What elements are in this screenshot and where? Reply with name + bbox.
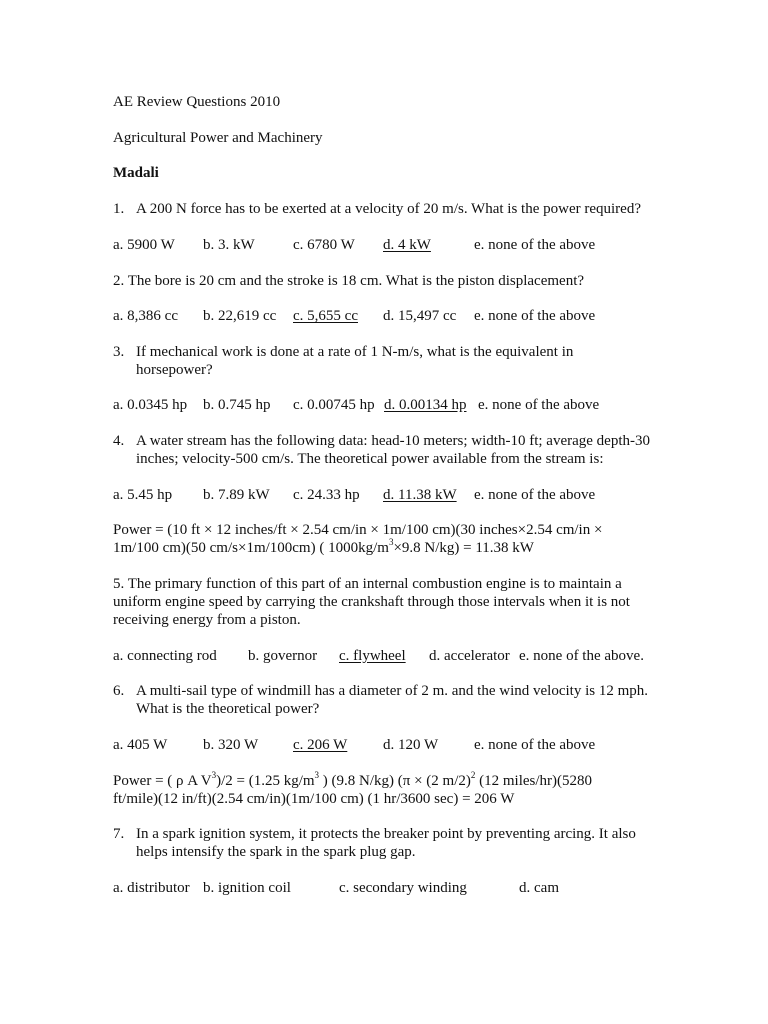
q1-option-d-answer: d. 4 kW [383, 237, 431, 253]
q4-solution-line-1: Power = (10 ft × 12 inches/ft × 2.54 cm/in × 1m/100 cm)(30 inches×2.54 cm/in × [113, 522, 603, 538]
question-1-text: A 200 N force has to be exerted at a velocity of 20 m/s. What is the power required? [136, 201, 641, 217]
q6-option-d: d. 120 W [383, 737, 439, 753]
q7-option-d: d. cam [519, 880, 559, 896]
q3-option-a: a. 0.0345 hp [113, 397, 188, 413]
q3-option-c: c. 0.00745 hp [293, 397, 375, 413]
q1-option-a: a. 5900 W [113, 237, 175, 253]
q4-option-a: a. 5.45 hp [113, 487, 173, 503]
question-6-line-1: A multi-sail type of windmill has a diameter of 2 m. and the wind velocity is 12 mph. [136, 683, 648, 699]
q6-option-e: e. none of the above [474, 737, 596, 753]
q2-option-c-answer: c. 5,655 cc [293, 308, 358, 324]
question-5-line-2: uniform engine speed by carrying the crankshaft through those intervals when it is not [113, 594, 630, 610]
q6-solution-line-1: Power = ( ρ A $V^3)/2 = (1.25$ $kg/m^3$ ) (9.8 N/kg) (π × (2 m/2)$^2$ (12 miles/hr)(5280 [113, 770, 593, 789]
q4-option-c: c. 24.33 hp [293, 487, 360, 503]
question-7-line-1: In a spark ignition system, it protects the breaker point by preventing arcing. It also [136, 826, 636, 842]
q5-option-e: e. none of the above. [519, 648, 644, 664]
q2-option-d: d. 15,497 cc [383, 308, 457, 324]
question-7-line-2: helps intensify the spark in the spark plug gap. [136, 844, 416, 860]
question-6-number: 6. [113, 683, 125, 699]
question-4-number: 4. [113, 433, 125, 449]
q3-option-b: b. 0.745 hp [203, 397, 271, 413]
q7-option-c: c. secondary winding [339, 880, 467, 896]
q7-option-a: a. distributor [113, 880, 190, 896]
q6-option-b: b. 320 W [203, 737, 259, 753]
q1-option-b: b. 3. kW [203, 237, 255, 253]
question-4-line-1: A water stream has the following data: head-10 meters; width-10 ft; average depth-30 [136, 433, 650, 449]
q5-option-d: d. accelerator [429, 648, 510, 664]
question-4-line-2: inches; velocity-500 cm/s. The theoretical power available from the stream is: [136, 451, 604, 467]
q3-option-d-answer: d. 0.00134 hp [384, 397, 467, 413]
q2-option-b: b. 22,619 cc [203, 308, 277, 324]
q1-option-c: c. 6780 W [293, 237, 355, 253]
document-title: AE Review Questions 2010 [113, 94, 281, 110]
q1-option-e: e. none of the above [474, 237, 596, 253]
question-3-number: 3. [113, 344, 125, 360]
question-6-line-2: What is the theoretical power? [136, 701, 320, 717]
q4-option-e: e. none of the above [474, 487, 596, 503]
author-name: Madali [113, 165, 159, 181]
subject-heading: Agricultural Power and Machinery [113, 130, 323, 146]
q4-option-d-answer: d. 11.38 kW [383, 487, 457, 503]
q6-solution-line-2: ft/mile)(12 in/ft)(2.54 cm/in)(1m/100 cm) (1 hr/3600 sec) = 206 W [113, 791, 515, 807]
question-5-line-3: receiving energy from a piston. [113, 612, 301, 628]
question-3-line-1: If mechanical work is done at a rate of 1 N-m/s, what is the equivalent in [136, 344, 574, 360]
question-7-number: 7. [113, 826, 125, 842]
question-5-line-1: 5. The primary function of this part of an internal combustion engine is to maintain a [113, 576, 622, 592]
q5-option-b: b. governor [248, 648, 318, 664]
q5-option-a: a. connecting rod [113, 648, 217, 664]
q2-option-e: e. none of the above [474, 308, 596, 324]
q6-option-a: a. 405 W [113, 737, 168, 753]
q4-option-b: b. 7.89 kW [203, 487, 270, 503]
q5-option-c-answer: c. flywheel [339, 648, 406, 664]
q7-option-b: b. ignition coil [203, 880, 291, 896]
q6-option-c-answer: c. 206 W [293, 737, 348, 753]
q4-solution-line-2: 1m/100 cm)(50 cm/s×1m/100cm) ( $1000kg/m^3\times 9.8$ N/kg) = 11.38 kW [113, 537, 534, 556]
q3-option-e: e. none of the above [478, 397, 600, 413]
question-3-line-2: horsepower? [136, 362, 213, 378]
q2-option-a: a. 8,386 cc [113, 308, 178, 324]
question-2-text: 2. The bore is 20 cm and the stroke is 18 cm. What is the piston displacement? [113, 273, 585, 289]
question-1-number: 1. [113, 201, 125, 217]
